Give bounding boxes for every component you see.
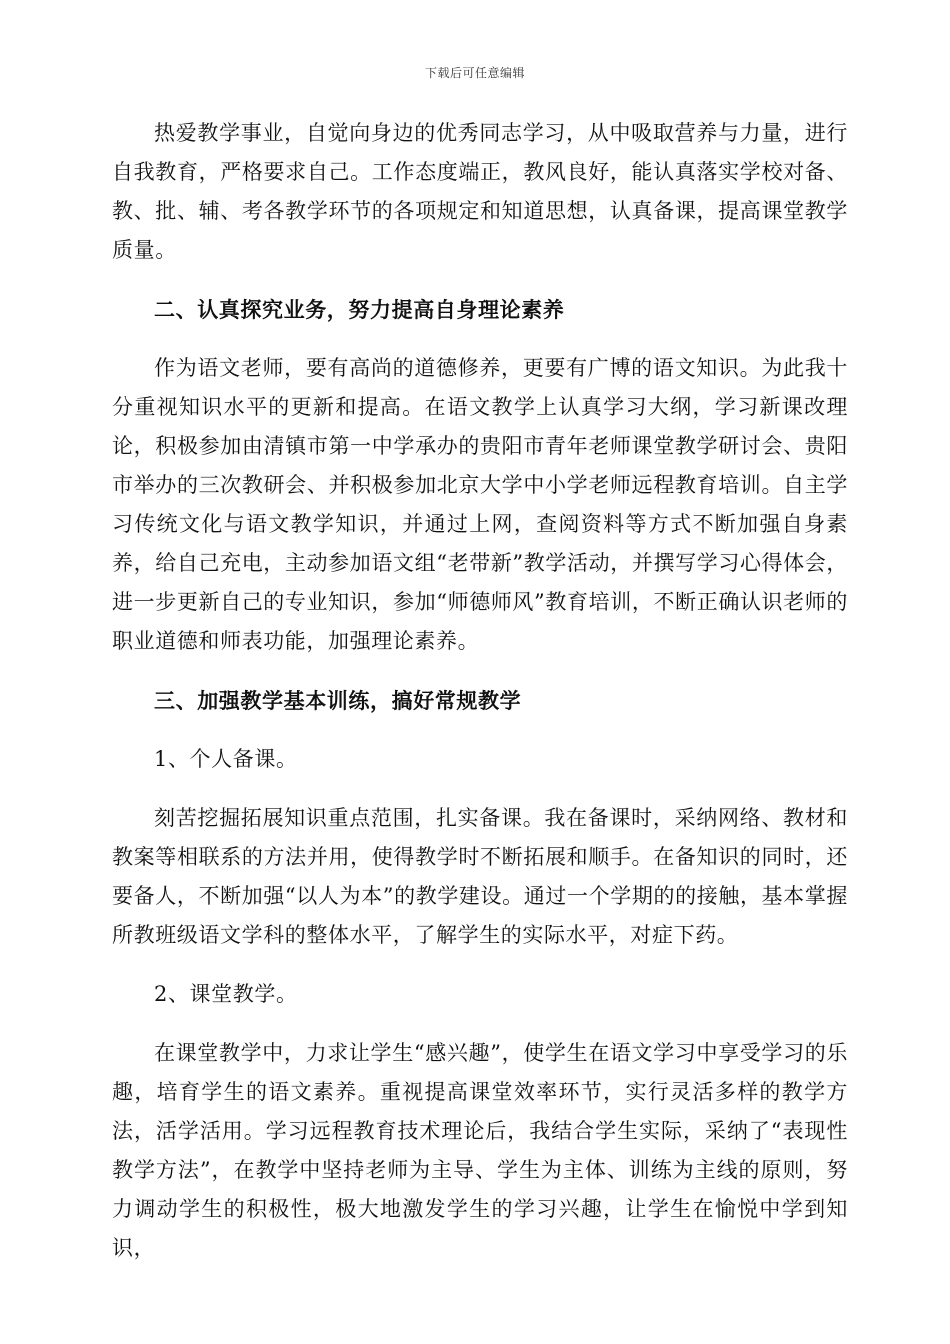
spacer [112, 661, 848, 681]
subsection-lesson-prep: 1、个人备课。 [154, 747, 298, 771]
spacer [112, 270, 848, 290]
page-header-note: 下载后可任意编辑 [424, 66, 525, 80]
paragraph-lesson-prep: 刻苦挖掘拓展知识重点范围，扎实备课。我在备课时，采纳网络、教材和教案等相联系的方法并用，使得教学时不断拓展和顺手。在备知识的同时，还要备人，不断加强“以人为本”的教学建设。通过一个学期的的接触，基本掌握所教班级语文学科的整体水平，了解学生的实际水平，对症下药。 [112, 806, 848, 947]
spacer [112, 329, 848, 349]
section-heading-theory: 二、认真探究业务，努力提高自身理论素养 [154, 297, 565, 322]
spacer [112, 720, 848, 740]
spacer [112, 779, 848, 799]
subsection-classroom-teaching: 2、课堂教学。 [154, 982, 298, 1006]
section-heading-teaching: 三、加强教学基本训练，搞好常规教学 [154, 688, 522, 713]
spacer [112, 955, 848, 975]
paragraph-work-attitude: 热爱教学事业，自觉向身边的优秀同志学习，从中吸取营养与力量，进行自我教育，严格要求自己。工作态度端正，教风良好，能认真落实学校对备、教、批、辅、考各教学环节的各项规定和知道思想，认真备课，提高课堂教学质量。 [112, 121, 848, 262]
document-body [112, 114, 848, 1268]
spacer [112, 1014, 848, 1034]
paragraph-classroom-teaching: 在课堂教学中，力求让学生“感兴趣”，使学生在语文学习中享受学习的乐趣，培育学生的语文素养。重视提高课堂效率环节，实行灵活多样的教学方法，活学活用。学习远程教育技术理论后，我结合学生实际，采纳了“表现性教学方法”，在教学中坚持老师为主导、学生为主体、训练为主线的原则，努力调动学生的积极性，极大地激发学生的学习兴趣，让学生在愉悦中学到知识， [112, 1041, 848, 1260]
paragraph-theory-study: 作为语文老师，要有高尚的道德修养，更要有广博的语文知识。为此我十分重视知识水平的更新和提高。在语文教学上认真学习大纲，学习新课改理论，积极参加由清镇市第一中学承办的贵阳市青年老师课堂教学研讨会、贵阳市举办的三次教研会、并积极参加北京大学中小学老师远程教育培训。自主学习传统文化与语文教学知识，并通过上网，查阅资料等方式不断加强自身素养，给自己充电，主动参加语文组“老带新”教学活动，并撰写学习心得体会，进一步更新自己的专业知识，参加“师德师风”教育培训，不断正确认识老师的职业道德和师表功能，加强理论素养。 [112, 356, 848, 653]
